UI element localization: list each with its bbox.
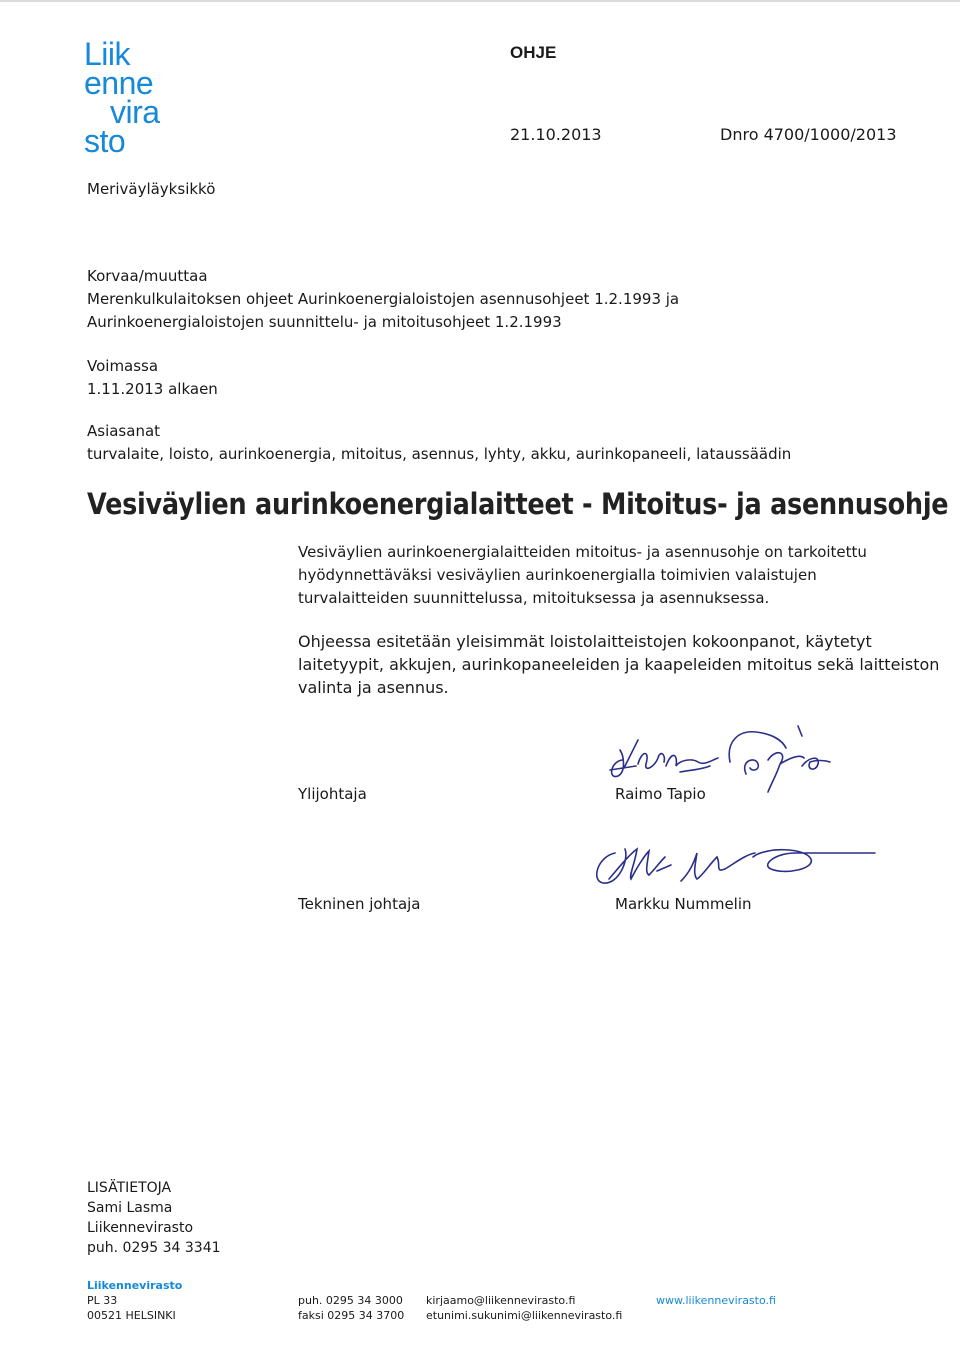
document-title: Vesiväylien aurinkoenergialaitteet - Mitoitus- ja asennusohje: [87, 487, 949, 521]
paragraph-purpose: [298, 541, 867, 610]
signer-role-2: Tekninen johtaja: [298, 895, 421, 913]
logo-line-1: Liik: [84, 36, 131, 72]
paragraph-line: valinta ja asennus.: [298, 678, 449, 697]
keywords-value: turvalaite, loisto, aurinkoenergia, mitoitus, asennus, lyhty, akku, aurinkopaneeli, lataussäädin: [87, 445, 792, 463]
replaces-label: Korvaa/muuttaa: [87, 267, 208, 285]
contact-org: Liikennevirasto: [87, 1220, 194, 1236]
footer-email-pattern: etunimi.sukunimi@liikennevirasto.fi: [426, 1309, 623, 1322]
paragraph-line: Ohjeessa esitetään yleisimmät loistolaitteistojen kokoonpanot, käytetyt: [298, 632, 872, 651]
contact-heading: LISÄTIETOJA: [87, 1180, 172, 1196]
replaces-section: [87, 265, 679, 334]
keywords-section: [87, 420, 791, 466]
signer-name-1: Raimo Tapio: [615, 785, 706, 803]
logo-line-3: vira: [110, 94, 160, 130]
footer-website: www.liikennevirasto.fi: [656, 1294, 776, 1307]
issuing-unit: Meriväyläyksikkö: [87, 180, 216, 198]
signature-raimo-tapio: [580, 720, 880, 795]
footer-address: [87, 1278, 182, 1323]
document-type: OHJE: [510, 43, 557, 62]
logo-line-4: sto: [84, 123, 126, 159]
validity-section: [87, 355, 218, 401]
paragraph-line: hyödynnettäväksi vesiväylien aurinkoenergialla toimivien valaistujen: [298, 566, 817, 584]
document-number: Dnro 4700/1000/2013: [720, 125, 897, 144]
keywords-label: Asiasanat: [87, 422, 161, 440]
contact-section: [87, 1178, 221, 1258]
footer-org: Liikennevirasto: [87, 1279, 183, 1292]
paragraph-content: [298, 630, 939, 699]
replaces-line: Merenkulkulaitoksen ohjeet Aurinkoenergialoistojen asennusohjeet 1.2.1993 ja: [87, 290, 680, 308]
footer-address-line: PL 33: [87, 1294, 118, 1307]
footer-emails: [426, 1293, 622, 1323]
liikennevirasto-logo: [84, 36, 160, 159]
replaces-line: Aurinkoenergialoistojen suunnittelu- ja mitoitusohjeet 1.2.1993: [87, 313, 562, 331]
footer-fax: faksi 0295 34 3700: [298, 1309, 405, 1322]
footer-phones: [298, 1293, 404, 1323]
paragraph-line: laitetyypit, akkujen, aurinkopaneeleiden ja kaapeleiden mitoitus sekä laitteiston: [298, 655, 940, 674]
footer-address-line: 00521 HELSINKI: [87, 1309, 176, 1322]
contact-phone: puh. 0295 34 3341: [87, 1240, 221, 1256]
validity-value: 1.11.2013 alkaen: [87, 380, 218, 398]
signature-markku-nummelin: [585, 835, 885, 895]
top-edge-line: [0, 0, 960, 2]
validity-label: Voimassa: [87, 357, 159, 375]
footer-phone: puh. 0295 34 3000: [298, 1294, 403, 1307]
contact-name: Sami Lasma: [87, 1200, 173, 1216]
footer-email: kirjaamo@liikennevirasto.fi: [426, 1294, 576, 1307]
paragraph-line: Vesiväylien aurinkoenergialaitteiden mitoitus- ja asennusohje on tarkoitettu: [298, 543, 867, 561]
signer-role-1: Ylijohtaja: [298, 785, 367, 803]
signer-name-2: Markku Nummelin: [615, 895, 752, 913]
paragraph-line: turvalaitteiden suunnittelussa, mitoituksessa ja asennuksessa.: [298, 589, 770, 607]
document-date: 21.10.2013: [510, 125, 602, 144]
logo-line-2: enne: [84, 65, 154, 101]
